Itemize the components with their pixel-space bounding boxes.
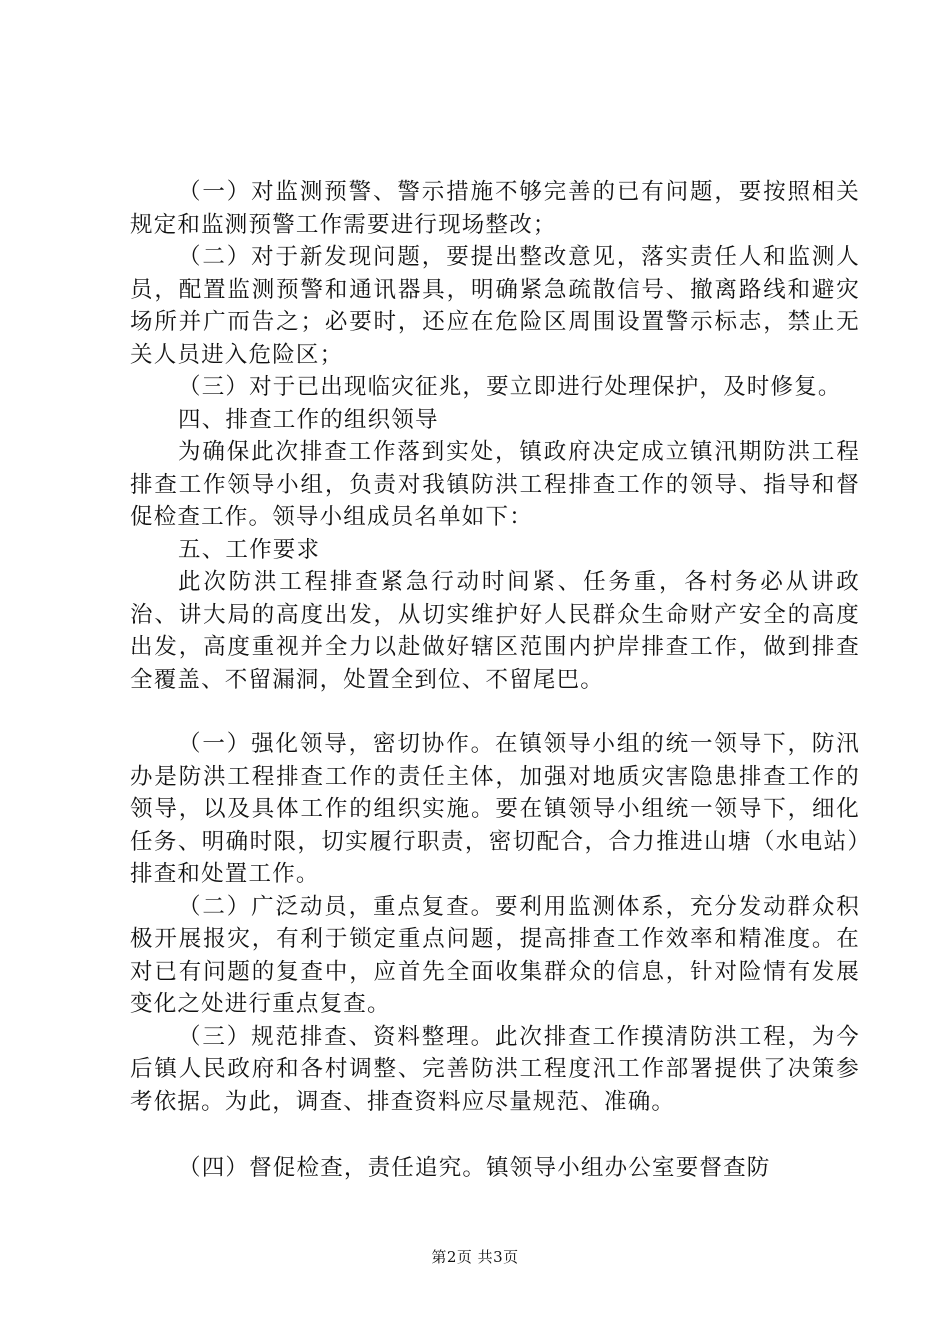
- paragraph-9: （二）广泛动员，重点复查。要利用监测体系，充分发动群众积极开展报灾，有利于锁定重点问题，提高排查工作效率和精准度。在对已有问题的复查中，应首先全面收集群众的信息，针对险情有发展变化之处进行重点复查。: [130, 893, 860, 1017]
- section-heading-4: 四、排查工作的组织领导: [178, 406, 439, 433]
- document-body: [130, 176, 860, 1185]
- paragraph-3: （三）对于已出现临灾征兆，要立即进行处理保护，及时修复。: [178, 374, 842, 400]
- paragraph-11: （四）督促检查，责任追究。镇领导小组办公室要督查防: [178, 1155, 771, 1181]
- paragraph-1: （一）对监测预警、警示措施不够完善的已有问题，要按照相关规定和监测预警工作需要进行现场整改；: [130, 179, 860, 238]
- paragraph-5: 为确保此次排查工作落到实处，镇政府决定成立镇汛期防洪工程排查工作领导小组，负责对我镇防洪工程排查工作的领导、指导和督促检查工作。领导小组成员名单如下：: [130, 439, 860, 530]
- paragraph-8: （一）强化领导，密切协作。在镇领导小组的统一领导下，防汛办是防洪工程排查工作的责任主体，加强对地质灾害隐患排查工作的领导，以及具体工作的组织实施。要在镇领导小组统一领导下，细化任务、明确时限，切实履行职责，密切配合，合力推进山塘（水电站）排查和处置工作。: [130, 731, 860, 887]
- section-heading-5: 五、工作要求: [178, 536, 321, 563]
- paragraph-7: 此次防洪工程排查紧急行动时间紧、任务重，各村务必从讲政治、讲大局的高度出发，从切实维护好人民群众生命财产安全的高度出发，高度重视并全力以赴做好辖区范围内护岸排查工作，做到排查全覆盖、不留漏洞，处置全到位、不留尾巴。: [130, 569, 860, 693]
- paragraph-10: （三）规范排查、资料整理。此次排查工作摸清防洪工程，为今后镇人民政府和各村调整、完善防洪工程度汛工作部署提供了决策参考依据。为此，调查、排查资料应尽量规范、准确。: [130, 1023, 860, 1115]
- page-number-footer: 第2页 共3页: [431, 1248, 519, 1266]
- paragraph-2: （二）对于新发现问题，要提出整改意见，落实责任人和监测人员，配置监测预警和通讯器具，明确紧急疏散信号、撤离路线和避灾场所并广而告之；必要时，还应在危险区周围设置警示标志，禁止无关人员进入危险区；: [130, 244, 860, 368]
